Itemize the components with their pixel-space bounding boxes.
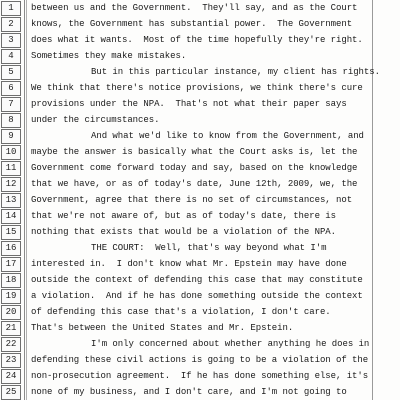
line-number: 17 xyxy=(1,257,21,272)
line-number: 18 xyxy=(1,273,21,288)
line-text: that we're not aware of, but as of today's date, there is xyxy=(31,211,337,221)
line-number: 14 xyxy=(1,209,21,224)
line-number: 9 xyxy=(1,129,21,144)
line-number: 5 xyxy=(1,65,21,80)
transcript-line xyxy=(0,32,400,48)
transcript-line xyxy=(0,240,400,256)
transcript-line xyxy=(0,112,400,128)
line-number: 21 xyxy=(1,321,21,336)
line-number: 19 xyxy=(1,289,21,304)
transcript-line xyxy=(0,320,400,336)
line-number: 13 xyxy=(1,193,21,208)
transcript-line xyxy=(0,176,400,192)
line-number: 25 xyxy=(1,385,21,400)
transcript-line xyxy=(0,144,400,160)
line-text: We think that there's notice provisions, we think there's cure xyxy=(31,83,363,93)
line-number: 20 xyxy=(1,305,21,320)
line-text: defending these civil actions is going to be a violation of the xyxy=(31,355,369,365)
line-text: maybe the answer is basically what the Court asks is, let the xyxy=(31,147,358,157)
transcript-line xyxy=(0,352,400,368)
line-number: 12 xyxy=(1,177,21,192)
line-text: a violation. And if he has done something outside the context xyxy=(31,291,363,301)
transcript-line xyxy=(0,160,400,176)
transcript-line xyxy=(0,224,400,240)
transcript-line xyxy=(0,368,400,384)
transcript-line xyxy=(0,336,400,352)
transcript-line xyxy=(0,208,400,224)
line-text: that we have, or as of today's date, June 12th, 2009, we, the xyxy=(31,179,358,189)
line-text: none of my business, and I don't care, and I'm not going to xyxy=(31,387,347,397)
line-number: 11 xyxy=(1,161,21,176)
line-number: 7 xyxy=(1,97,21,112)
line-number: 4 xyxy=(1,49,21,64)
line-number: 15 xyxy=(1,225,21,240)
line-text: I'm only concerned about whether anything he does in xyxy=(91,339,370,349)
line-text: Government come forward today and say, based on the knowledge xyxy=(31,163,358,173)
line-text: Government, agree that there is no set of circumstances, not xyxy=(31,195,353,205)
line-text: Sometimes they make mistakes. xyxy=(31,51,187,61)
line-number: 24 xyxy=(1,369,21,384)
line-text: That's between the United States and Mr. Epstein. xyxy=(31,323,294,333)
line-number: 1 xyxy=(1,1,21,16)
line-text: nothing that exists that would be a violation of the NPA. xyxy=(31,227,337,237)
line-text: interested in. I don't know what Mr. Epstein may have done xyxy=(31,259,347,269)
line-number: 22 xyxy=(1,337,21,352)
line-number: 8 xyxy=(1,113,21,128)
line-number: 2 xyxy=(1,17,21,32)
line-text: non-prosecution agreement. If he has done something else, it's xyxy=(31,371,369,381)
line-text: THE COURT: Well, that's way beyond what I'm xyxy=(91,243,327,253)
line-text: And what we'd like to know from the Government, and xyxy=(91,131,364,141)
line-text: provisions under the NPA. That's not what their paper says xyxy=(31,99,347,109)
line-text: under the circumstances. xyxy=(31,115,160,125)
line-text: knows, the Government has substantial power. The Government xyxy=(31,19,353,29)
transcript-line xyxy=(0,96,400,112)
transcript-line xyxy=(0,288,400,304)
transcript-line xyxy=(0,128,400,144)
line-number: 10 xyxy=(1,145,21,160)
line-number: 6 xyxy=(1,81,21,96)
transcript-line xyxy=(0,48,400,64)
line-number: 3 xyxy=(1,33,21,48)
transcript-line xyxy=(0,384,400,400)
transcript-line xyxy=(0,64,400,80)
transcript-line xyxy=(0,256,400,272)
transcript-line xyxy=(0,272,400,288)
transcript-line xyxy=(0,16,400,32)
line-number: 16 xyxy=(1,241,21,256)
transcript-line xyxy=(0,80,400,96)
transcript-line xyxy=(0,192,400,208)
line-text: outside the context of defending this case that may constitute xyxy=(31,275,363,285)
line-text: But in this particular instance, my client has rights. xyxy=(91,67,380,77)
transcript-line xyxy=(0,304,400,320)
line-text: between us and the Government. They'll say, and as the Court xyxy=(31,3,358,13)
transcript-line xyxy=(0,0,400,16)
line-number: 23 xyxy=(1,353,21,368)
line-text: of defending this case that's a violation, I don't care. xyxy=(31,307,331,317)
line-text: does what it wants. Most of the time hopefully they're right. xyxy=(31,35,363,45)
